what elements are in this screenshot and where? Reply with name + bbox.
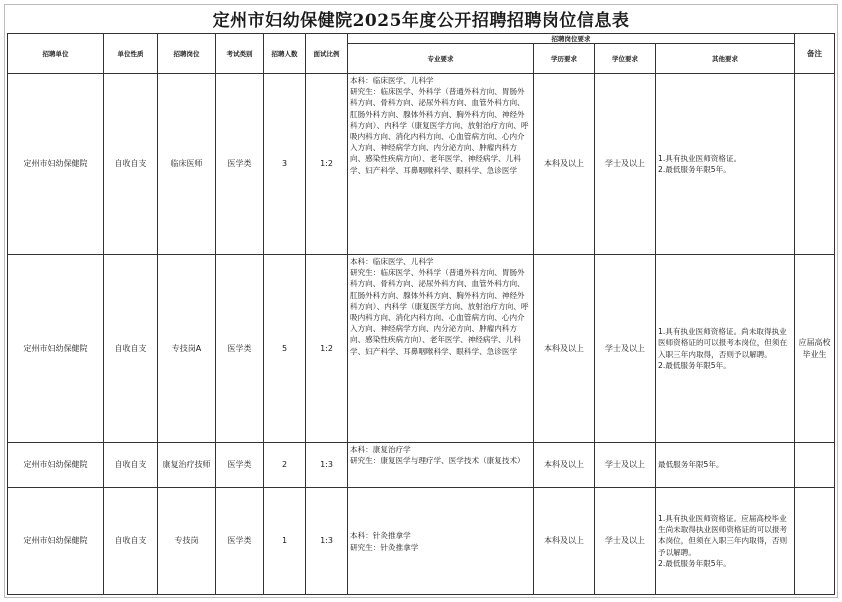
cell-nature: 自收自支 xyxy=(104,443,158,488)
other-text: 1.具有执业医师资格证。尚未取得执业医师资格证的可以报考本岗位，但须在入职三年内取得，否则予以解聘。 2.最低服务年限5年。 xyxy=(658,327,788,370)
cell-exam: 医学类 xyxy=(216,255,264,443)
header-degree: 学位要求 xyxy=(595,44,656,74)
other-text: 最低服务年限5年。 xyxy=(658,460,724,470)
cell-remark xyxy=(795,74,835,255)
header-conditions: 招聘岗位要求 xyxy=(348,34,795,44)
cell-post: 临床医师 xyxy=(158,74,216,255)
cell-unit: 定州市妇幼保健院 xyxy=(8,443,104,488)
cell-other xyxy=(656,74,795,255)
cell-major xyxy=(348,488,534,595)
cell-degree: 学士及以上 xyxy=(595,255,656,443)
cell-remark xyxy=(795,488,835,595)
cell-post: 康复治疗技师 xyxy=(158,443,216,488)
cell-nature: 自收自支 xyxy=(104,74,158,255)
cell-ratio: 1:2 xyxy=(306,255,348,443)
header-exam: 考试类别 xyxy=(216,34,264,74)
page-title: 定州市妇幼保健院2025年度公开招聘招聘岗位信息表 xyxy=(212,11,630,31)
table-row xyxy=(8,443,835,488)
header-remark: 备注 xyxy=(795,34,835,74)
cell-nature: 自收自支 xyxy=(104,255,158,443)
cell-count: 5 xyxy=(264,255,306,443)
cell-education: 本科及以上 xyxy=(534,488,595,595)
cell-count: 2 xyxy=(264,443,306,488)
header-ratio: 面试比例 xyxy=(306,34,348,74)
major-text: 本科：康复治疗学 研究生：康复医学与理疗学、医学技术（康复技术） xyxy=(350,445,525,466)
table-row xyxy=(8,488,835,595)
cell-post: 专技岗 xyxy=(158,488,216,595)
cell-degree: 学士及以上 xyxy=(595,74,656,255)
cell-ratio: 1:2 xyxy=(306,74,348,255)
cell-remark xyxy=(795,443,835,488)
cell-count: 3 xyxy=(264,74,306,255)
other-text: 1.具有执业医师资格证。 2.最低服务年限5年。 xyxy=(658,153,742,174)
cell-exam: 医学类 xyxy=(216,74,264,255)
cell-nature: 自收自支 xyxy=(104,488,158,595)
cell-ratio: 1:3 xyxy=(306,443,348,488)
major-text: 本科：临床医学、儿科学 研究生：临床医学、外科学（普通外科方向、胃肠外科方向、骨科方向、泌尿外科方向、血管外科方向、肛肠外科方向、腺体外科方向、胸外科方向、神经外科方向）、内科学（康复医学方向、放射治疗方向、呼吸内科方向、消化内科方向、心血管病方向、心内介入方向、神经病学方向、内分泌方向、肿瘤内科方向、感染性疾病方向）、老年医学、神经病学、儿科学、妇产科学、耳鼻咽喉科学、眼科学、急诊医学 xyxy=(350,257,529,356)
cell-degree: 学士及以上 xyxy=(595,443,656,488)
cell-education: 本科及以上 xyxy=(534,74,595,255)
major-text: 本科：临床医学、儿科学 研究生：临床医学、外科学（普通外科方向、胃肠外科方向、骨科方向、泌尿外科方向、血管外科方向、肛肠外科方向、腺体外科方向、胸外科方向、神经外科方向）、内科学（康复医学方向、放射治疗方向、呼吸内科方向、消化内科方向、心血管病方向、心内介入方向、神经病学方向、内分泌方向、肿瘤内科方向、感染性疾病方向）、老年医学、神经病学、儿科学、妇产科学、耳鼻咽喉科学、眼科学、急诊医学 xyxy=(350,76,529,175)
cell-major xyxy=(348,443,534,488)
cell-major xyxy=(348,255,534,443)
header-nature: 单位性质 xyxy=(104,34,158,74)
cell-exam: 医学类 xyxy=(216,488,264,595)
header-major: 专业要求 xyxy=(348,44,534,74)
header-other: 其他要求 xyxy=(656,44,795,74)
cell-post: 专技岗A xyxy=(158,255,216,443)
cell-ratio: 1:3 xyxy=(306,488,348,595)
cell-unit: 定州市妇幼保健院 xyxy=(8,255,104,443)
cell-remark: 应届高校毕业生 xyxy=(795,255,835,443)
header-count: 招聘人数 xyxy=(264,34,306,74)
cell-unit: 定州市妇幼保健院 xyxy=(8,488,104,595)
cell-exam: 医学类 xyxy=(216,443,264,488)
cell-other xyxy=(656,488,795,595)
other-text: 1.具有执业医师资格证。应届高校毕业生尚未取得执业医师资格证的可以报考本岗位，但须在入职三年内取得，否则予以解聘。 2.最低服务年限5年。 xyxy=(658,513,788,568)
cell-unit: 定州市妇幼保健院 xyxy=(8,74,104,255)
major-text: 本科：针灸推拿学 研究生：针灸推拿学 xyxy=(350,531,419,552)
cell-education: 本科及以上 xyxy=(534,443,595,488)
cell-other xyxy=(656,255,795,443)
cell-count: 1 xyxy=(264,488,306,595)
cell-other xyxy=(656,443,795,488)
header-education: 学历要求 xyxy=(534,44,595,74)
cell-degree: 学士及以上 xyxy=(595,488,656,595)
header-unit: 招聘单位 xyxy=(8,34,104,74)
cell-education: 本科及以上 xyxy=(534,255,595,443)
header-post: 招聘岗位 xyxy=(158,34,216,74)
recruitment-table xyxy=(7,33,835,595)
table-row xyxy=(8,74,835,255)
table-row xyxy=(8,255,835,443)
cell-major xyxy=(348,74,534,255)
